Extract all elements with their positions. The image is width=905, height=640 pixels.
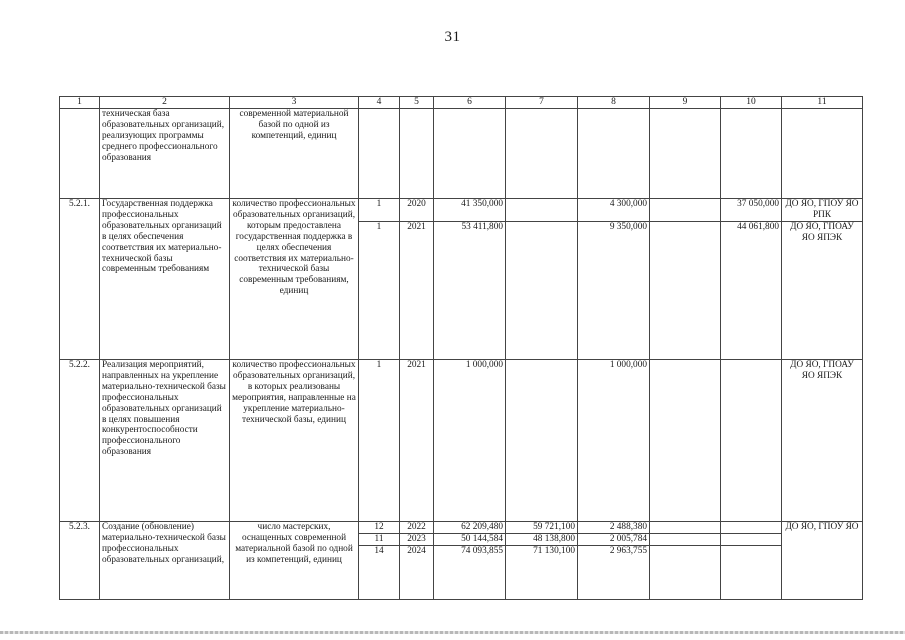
other-amount: 37 050,000	[721, 199, 782, 222]
program-table	[59, 96, 863, 600]
indicator-value: 14	[359, 545, 400, 599]
regional-amount: 9 350,000	[578, 222, 650, 360]
federal-amount: 71 130,100	[506, 545, 578, 599]
federal-amount	[506, 222, 578, 360]
indicator-value: 1	[359, 199, 400, 222]
local-amount	[650, 222, 721, 360]
column-header: 1	[60, 97, 100, 109]
federal-amount	[506, 360, 578, 522]
total-amount: 74 093,855	[434, 545, 506, 599]
local-amount	[650, 199, 721, 222]
executor: ДО ЯО, ГПОАУ ЯО ЯПЭК	[782, 360, 863, 522]
federal-amount: 59 721,100	[506, 522, 578, 534]
executor: ДО ЯО, ГПОУ ЯО РПК	[782, 199, 863, 222]
indicator-value: 1	[359, 222, 400, 360]
total-amount: 50 144,584	[434, 533, 506, 545]
row-number: 5.2.1.	[60, 199, 100, 360]
year: 2023	[400, 533, 434, 545]
activity-name: Создание (обновление) материально-технической базы профессиональных образовательных организаций,	[100, 522, 230, 600]
other-amount	[721, 522, 782, 534]
other-amount	[721, 545, 782, 599]
year: 2022	[400, 522, 434, 534]
regional-amount: 1 000,000	[578, 360, 650, 522]
indicator-value: 12	[359, 522, 400, 534]
scan-edge	[0, 631, 905, 634]
column-header: 10	[721, 97, 782, 109]
column-header: 7	[506, 97, 578, 109]
table-row-continuation	[60, 109, 863, 199]
year: 2020	[400, 199, 434, 222]
year: 2021	[400, 222, 434, 360]
other-amount	[721, 360, 782, 522]
total-amount: 41 350,000	[434, 199, 506, 222]
other-amount: 44 061,800	[721, 222, 782, 360]
activity-name: Реализация мероприятий, направленных на укрепление материально-технической базы профессиональных образовательных организаций в целях повышения конкурентоспособности профессионального образования	[100, 360, 230, 522]
local-amount	[650, 533, 721, 545]
page-number: 31	[444, 29, 461, 45]
local-amount	[650, 545, 721, 599]
activity-name: Государственная поддержка профессиональных образовательных организаций в целях обеспечения соответствия их материально-технической базы современным требованиям	[100, 199, 230, 360]
column-header: 5	[400, 97, 434, 109]
local-amount	[650, 522, 721, 534]
indicator-value: 11	[359, 533, 400, 545]
total-amount: 62 209,480	[434, 522, 506, 534]
federal-amount	[506, 199, 578, 222]
indicator-text: количество профессиональных образовательных организаций, в которых реализованы мероприятия, направленные на укрепление материально-технической базы, единиц	[230, 360, 359, 522]
column-header: 3	[230, 97, 359, 109]
column-header: 4	[359, 97, 400, 109]
column-header: 8	[578, 97, 650, 109]
federal-amount: 48 138,800	[506, 533, 578, 545]
executor: ДО ЯО, ГПОУ ЯО	[782, 522, 863, 600]
executor: ДО ЯО, ГПОАУ ЯО ЯПЭК	[782, 222, 863, 360]
column-header: 6	[434, 97, 506, 109]
row-number: 5.2.2.	[60, 360, 100, 522]
indicator-text: число мастерских, оснащенных современной материальной базой по одной из компетенций, единиц	[230, 522, 359, 600]
column-numbers-row	[60, 97, 863, 109]
column-header: 2	[100, 97, 230, 109]
column-header: 11	[782, 97, 863, 109]
regional-amount: 4 300,000	[578, 199, 650, 222]
indicator-text: количество профессиональных образовательных организаций, которым предоставлена государственная поддержка в целях обеспечения соответствия их материально-технической базы современным требованиям, единиц	[230, 199, 359, 360]
continuation-name: техническая база образовательных организаций, реализующих программы среднего профессионального образования	[100, 109, 230, 199]
table-row	[60, 199, 863, 222]
table-row	[60, 360, 863, 522]
regional-amount: 2 005,784	[578, 533, 650, 545]
year: 2024	[400, 545, 434, 599]
row-number: 5.2.3.	[60, 522, 100, 600]
year: 2021	[400, 360, 434, 522]
continuation-indicator: современной материальной базой по одной из компетенций, единиц	[230, 109, 359, 199]
other-amount	[721, 533, 782, 545]
local-amount	[650, 360, 721, 522]
indicator-value: 1	[359, 360, 400, 522]
column-header: 9	[650, 97, 721, 109]
regional-amount: 2 488,380	[578, 522, 650, 534]
table-row	[60, 522, 863, 534]
total-amount: 53 411,800	[434, 222, 506, 360]
regional-amount: 2 963,755	[578, 545, 650, 599]
total-amount: 1 000,000	[434, 360, 506, 522]
